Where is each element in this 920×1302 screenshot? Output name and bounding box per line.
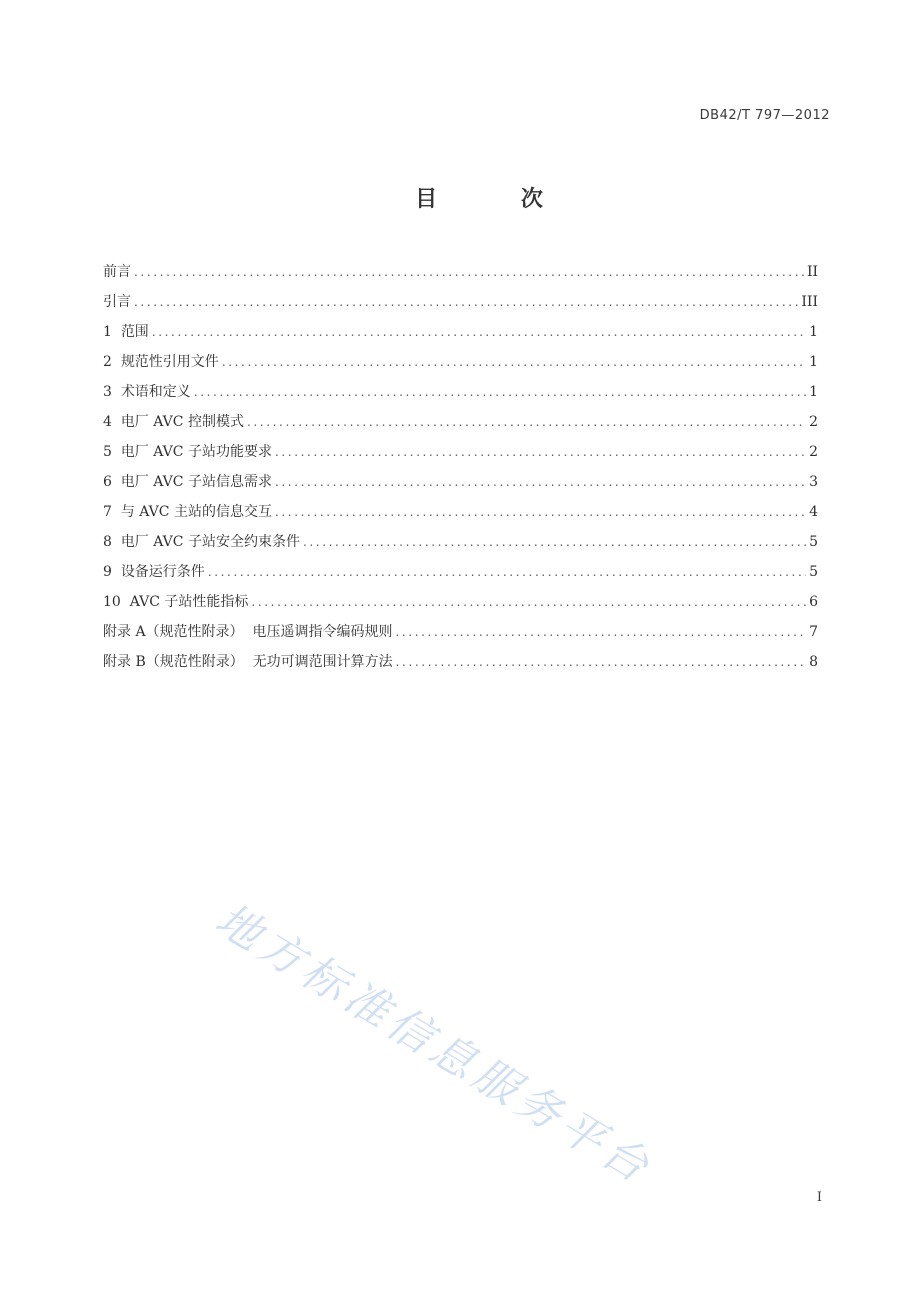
toc-leader-dots bbox=[275, 497, 806, 527]
toc-leader-dots bbox=[134, 287, 798, 317]
toc-entry-page: 1 bbox=[809, 324, 818, 340]
toc-entry-number: 3 bbox=[103, 384, 121, 400]
toc-leader-dots bbox=[251, 587, 806, 617]
toc-leader-dots bbox=[275, 467, 806, 497]
toc-entry-number: 8 bbox=[103, 534, 121, 550]
toc-entry-title: 电厂 AVC 子站功能要求 bbox=[120, 444, 272, 460]
toc-entry-page: 4 bbox=[809, 504, 818, 520]
toc-leader-dots bbox=[395, 617, 806, 647]
toc-entry[interactable] bbox=[103, 377, 818, 407]
toc-entry-number: 7 bbox=[103, 504, 121, 520]
toc-leader-dots bbox=[152, 317, 806, 347]
toc-entry[interactable] bbox=[103, 347, 818, 377]
toc-entry-page: 1 bbox=[809, 354, 818, 370]
watermark: 地方标准信息服务平台 bbox=[206, 893, 662, 1196]
toc-leader-dots bbox=[303, 527, 806, 557]
toc-entry[interactable] bbox=[103, 557, 818, 587]
toc-entry-title: 附录 A（规范性附录） 电压遥调指令编码规则 bbox=[103, 624, 393, 640]
toc-entry-title: 附录 B（规范性附录） 无功可调范围计算方法 bbox=[103, 654, 393, 670]
toc-entry[interactable] bbox=[103, 617, 818, 647]
toc-entry[interactable] bbox=[103, 587, 818, 617]
toc-entry-page: 2 bbox=[809, 444, 818, 460]
document-code: DB42/T 797—2012 bbox=[699, 108, 830, 123]
toc-title: 目 次 bbox=[415, 187, 581, 212]
toc-leader-dots bbox=[396, 647, 806, 677]
toc-entry-page: 6 bbox=[809, 594, 818, 610]
toc-entry-number: 5 bbox=[103, 444, 121, 460]
toc-entry[interactable] bbox=[103, 647, 818, 677]
toc-entry[interactable] bbox=[103, 437, 818, 467]
toc-entry[interactable] bbox=[103, 257, 818, 287]
toc-entry-title: 前言 bbox=[103, 264, 131, 280]
table-of-contents bbox=[103, 257, 818, 677]
toc-entry-title: 电厂 AVC 子站信息需求 bbox=[120, 474, 272, 490]
toc-leader-dots bbox=[208, 557, 806, 587]
toc-entry-title: 与 AVC 主站的信息交互 bbox=[120, 504, 272, 520]
toc-entry-page: III bbox=[801, 294, 818, 310]
toc-leader-dots bbox=[134, 257, 804, 287]
toc-leader-dots bbox=[222, 347, 806, 377]
toc-entry[interactable] bbox=[103, 527, 818, 557]
toc-entry-title: 电厂 AVC 子站安全约束条件 bbox=[120, 534, 300, 550]
toc-entry-title: 设备运行条件 bbox=[120, 564, 205, 580]
toc-entry-page: 2 bbox=[809, 414, 818, 430]
toc-entry-number: 6 bbox=[103, 474, 121, 490]
toc-entry[interactable] bbox=[103, 287, 818, 317]
toc-entry[interactable] bbox=[103, 407, 818, 437]
toc-entry[interactable] bbox=[103, 317, 818, 347]
toc-entry-page: 5 bbox=[809, 564, 818, 580]
toc-leader-dots bbox=[275, 437, 806, 467]
toc-entry-number: 1 bbox=[103, 324, 121, 340]
toc-entry-page: 1 bbox=[809, 384, 818, 400]
toc-entry-page: 8 bbox=[809, 654, 818, 670]
toc-entry-title: 电厂 AVC 控制模式 bbox=[120, 414, 244, 430]
toc-entry-page: 3 bbox=[809, 474, 818, 490]
toc-entry[interactable] bbox=[103, 467, 818, 497]
toc-entry-title: 规范性引用文件 bbox=[120, 354, 219, 370]
toc-entry-number: 4 bbox=[103, 414, 121, 430]
toc-entry-page: 5 bbox=[809, 534, 818, 550]
toc-entry-number: 9 bbox=[103, 564, 121, 580]
toc-entry-number: 10 bbox=[103, 594, 130, 610]
toc-entry-title: 引言 bbox=[103, 294, 131, 310]
toc-entry-number: 2 bbox=[103, 354, 121, 370]
page-number: I bbox=[816, 1190, 822, 1205]
toc-entry-page: II bbox=[806, 264, 818, 280]
toc-entry-page: 7 bbox=[809, 624, 818, 640]
toc-entry-title: 术语和定义 bbox=[120, 384, 191, 400]
toc-entry-title: 范围 bbox=[120, 324, 149, 340]
toc-leader-dots bbox=[194, 377, 806, 407]
toc-entry-title: AVC 子站性能指标 bbox=[129, 594, 249, 610]
toc-entry[interactable] bbox=[103, 497, 818, 527]
toc-leader-dots bbox=[247, 407, 806, 437]
